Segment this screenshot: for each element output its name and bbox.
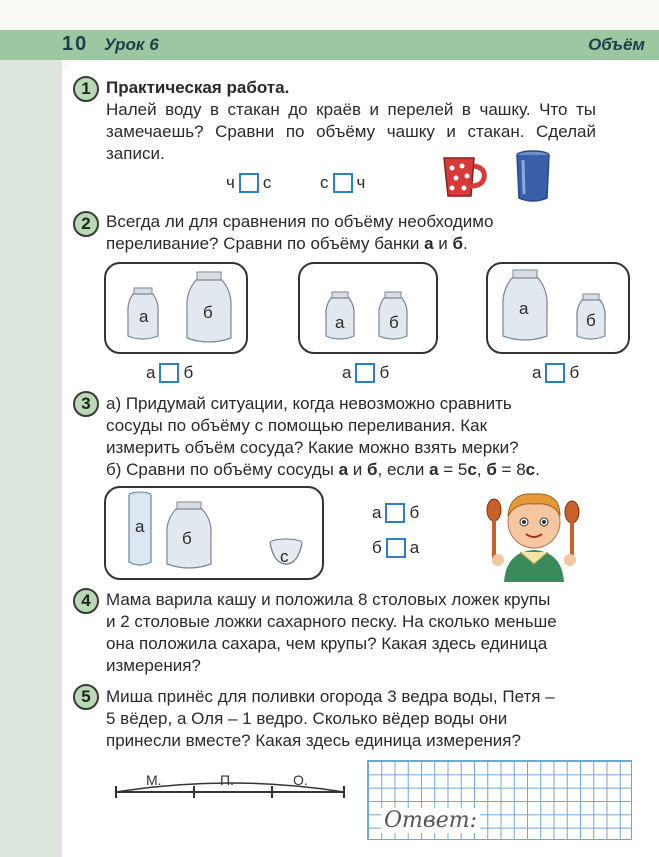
vessel-c-label: с (280, 547, 289, 566)
task-3-number: 3 (73, 391, 99, 417)
task-2-text: Всегда ли для сравнения по объёму необходимо переливание? Сравни по объёму банки а и б. (106, 212, 494, 253)
compare-vessel-b-2: б (372, 538, 382, 557)
page-header (0, 30, 659, 60)
vessel-b-label: б (182, 529, 192, 548)
jar-b-label-2: б (389, 313, 399, 332)
jar-b-label-3: б (586, 311, 596, 330)
task-2-compare-3 (532, 363, 579, 383)
compare-vessel-a-2: а (409, 538, 420, 557)
segment-label-olya: О. (293, 772, 308, 788)
compare-a-3: а (532, 363, 542, 382)
compare-vessel-a: а (372, 503, 382, 522)
comparison-box-4[interactable] (355, 363, 375, 383)
task-1-text: Налей воду в стакан до краёв и перелей в чашку. Что ты замечаешь? Сравни по объёму чашку и стакан. Сделай записи. (106, 100, 596, 163)
previous-page-edge (0, 60, 62, 857)
task-1-number: 1 (73, 76, 99, 102)
task-5-line-2: 5 вёдер, а Оля – 1 ведро. Сколько вёдер воды они (106, 709, 508, 728)
comparison-box-7[interactable] (386, 538, 406, 558)
vessel-a-label: а (135, 517, 145, 536)
task-1-compare-1 (226, 173, 271, 193)
comparison-box-2[interactable] (333, 173, 353, 193)
task-2-number: 2 (73, 211, 99, 237)
comparison-box-3[interactable] (159, 363, 179, 383)
task-4-number: 4 (73, 588, 99, 614)
topic-title: Объём (588, 35, 645, 54)
segment-label-petya: П. (220, 772, 234, 788)
page-number: 10 (62, 33, 89, 55)
task-2-compare-1 (146, 363, 193, 383)
task-2-compare-2 (342, 363, 389, 383)
comparison-box-6[interactable] (385, 503, 405, 523)
task-4-line-1: Мама варила кашу и положила 8 столовых ложек крупы (106, 590, 551, 609)
red-cup-icon (440, 154, 490, 200)
task-1-compare-2 (320, 173, 365, 193)
task-3-compare-2 (372, 538, 419, 558)
jars-frame-2 (298, 262, 438, 354)
segment-label-misha: М. (146, 772, 162, 788)
boy-with-spoons-icon (484, 486, 584, 582)
task-4-line-3: она положила сахара, чем крупы? Какая здесь единица (106, 634, 548, 653)
compare-a: а (146, 363, 156, 382)
lesson-title: Урок 6 (104, 35, 159, 54)
glass-label-2: с (320, 173, 329, 192)
jar-b-label: б (203, 303, 213, 322)
cup-label: ч (226, 173, 235, 192)
answer-label: Ответ: (381, 808, 480, 833)
jar-a-label: а (139, 307, 149, 326)
compare-vessel-b: б (409, 503, 420, 522)
compare-a-2: а (342, 363, 352, 382)
task-3-line-1: а) Придумай ситуации, когда невозможно сравнить (106, 394, 512, 413)
cup-label-2: ч (356, 173, 366, 192)
jar-a-label-2: а (335, 313, 345, 332)
jar-a-label-3: а (519, 299, 529, 318)
blue-glass-icon (514, 150, 554, 204)
glass-label: с (262, 173, 272, 192)
comparison-box-5[interactable] (545, 363, 565, 383)
comparison-box-1[interactable] (239, 173, 259, 193)
task-5-line-3: принесли вместе? Какая здесь единица измерения? (106, 731, 521, 750)
task-1-title: Практическая работа. (106, 78, 290, 97)
compare-b-3: б (569, 363, 580, 382)
compare-b-2: б (379, 363, 390, 382)
task-3-compare-1 (372, 503, 419, 523)
task-3-line-4: б) Сравни по объёму сосуды а и б, если а = 5с, б = 8с. (106, 460, 540, 479)
task-3-line-2: сосуды по объёму с помощью переливания. Как (106, 416, 488, 435)
task-4-line-2: и 2 столовые ложки сахарного песку. На сколько меньше (106, 612, 557, 631)
compare-b: б (183, 363, 194, 382)
task-5-number: 5 (73, 684, 99, 710)
task-3-line-3: измерить объём сосуда? Какие можно взять мерки? (106, 438, 519, 457)
task-4-line-4: измерения? (106, 656, 201, 675)
task-5-line-1: Миша принёс для поливки огорода 3 ведра воды, Петя – (106, 687, 555, 706)
